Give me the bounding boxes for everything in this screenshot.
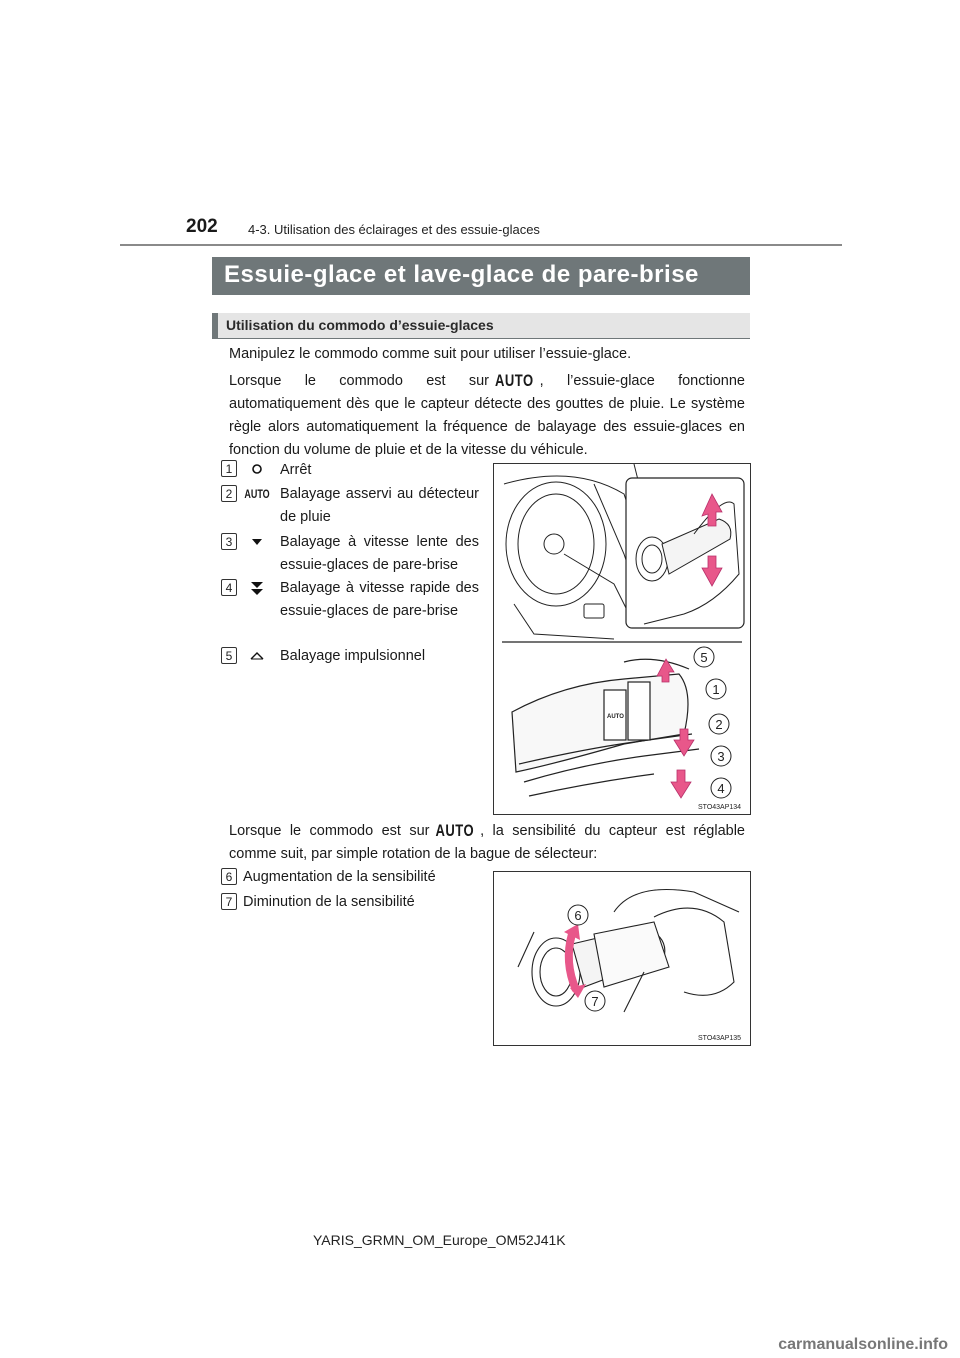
single-chevron-down-icon — [248, 533, 266, 551]
item-3-text: Balayage à vitesse lente des essuie-glaces de pare-brise — [280, 534, 479, 573]
page-title: Essuie-glace et lave-glace de pare-brise — [224, 261, 699, 288]
fig2-callout-7: 7 — [591, 994, 599, 1009]
item-6-text: Augmentation de la sensibilité — [243, 869, 436, 885]
intro-rest: , l’essuie-glace fonctionne automatiquement dès que le capteur détecte des gouttes de pluie. Le système règle alors automatiquement la fréquence de balayage des essuie-glaces en fonction du volume de pluie et de la vitesse du véhicule. — [229, 373, 746, 458]
subtitle-bar — [212, 313, 750, 339]
header-rule — [120, 244, 842, 246]
auto-icon: AUTO — [435, 821, 475, 840]
lever-auto-label: AUTO — [607, 714, 624, 720]
fig1-callout-2: 2 — [715, 717, 723, 732]
fig2-callout-6: 6 — [574, 908, 582, 923]
sensitivity-start: Lorsque le commodo est sur — [229, 823, 430, 839]
sensitivity-rest: , la sensibilité du capteur est réglable comme suit, par simple rotation de la bague de sélecteur: — [229, 823, 746, 862]
document-footer: YARIS_GRMN_OM_Europe_OM52J41K — [313, 1232, 566, 1248]
item-4-text: Balayage à vitesse rapide des essuie-glaces de pare-brise — [280, 580, 479, 619]
section-heading: 4-3. Utilisation des éclairages et des essuie-glaces — [248, 222, 540, 237]
callout-5-badge: 5 — [221, 647, 237, 664]
auto-icon: AUTO — [495, 371, 534, 390]
intro-start: Lorsque le commodo est sur — [229, 373, 490, 389]
fig1-callout-1: 1 — [712, 682, 720, 697]
figure2-code: STO43AP135 — [698, 1035, 742, 1042]
item-5-text: Balayage impulsionnel — [280, 648, 426, 664]
fig1-callout-5: 5 — [700, 650, 708, 665]
figure-sensitivity-ring — [493, 871, 751, 1046]
callout-6-badge: 6 — [221, 868, 237, 885]
callout-7-badge: 7 — [221, 893, 237, 910]
callout-2-badge: 2 — [221, 485, 237, 502]
fig1-callout-4: 4 — [717, 781, 725, 796]
intro-paragraph — [229, 369, 745, 462]
intro-line: Manipulez le commodo comme suit pour utiliser l’essuie-glace. — [229, 346, 632, 362]
callout-3-badge: 3 — [221, 533, 237, 550]
subtitle-accent — [212, 313, 218, 339]
chevron-up-outline-icon — [248, 647, 266, 665]
watermark[interactable]: carmanualsonline.info — [778, 1336, 948, 1353]
figure1-code: STO43AP134 — [698, 804, 742, 811]
callout-1-badge: 1 — [221, 460, 237, 477]
item-2-text: Balayage asservi au détecteur de pluie — [280, 486, 479, 525]
item-1-text: Arrêt — [280, 462, 312, 478]
sensitivity-ring-illustration — [494, 872, 750, 1045]
page-number: 202 — [186, 216, 218, 237]
fig1-callout-3: 3 — [717, 749, 725, 764]
off-circle-icon — [248, 460, 266, 478]
sensitivity-paragraph — [229, 819, 745, 866]
auto-icon: AUTO — [244, 487, 270, 501]
double-chevron-down-icon — [248, 579, 266, 599]
subtitle: Utilisation du commodo d’essuie-glaces — [226, 317, 494, 333]
callout-4-badge: 4 — [221, 579, 237, 596]
wiper-lever-illustration — [494, 464, 750, 814]
item-7-text: Diminution de la sensibilité — [243, 894, 415, 910]
title-bar — [212, 257, 750, 295]
figure-wiper-lever — [493, 463, 751, 815]
